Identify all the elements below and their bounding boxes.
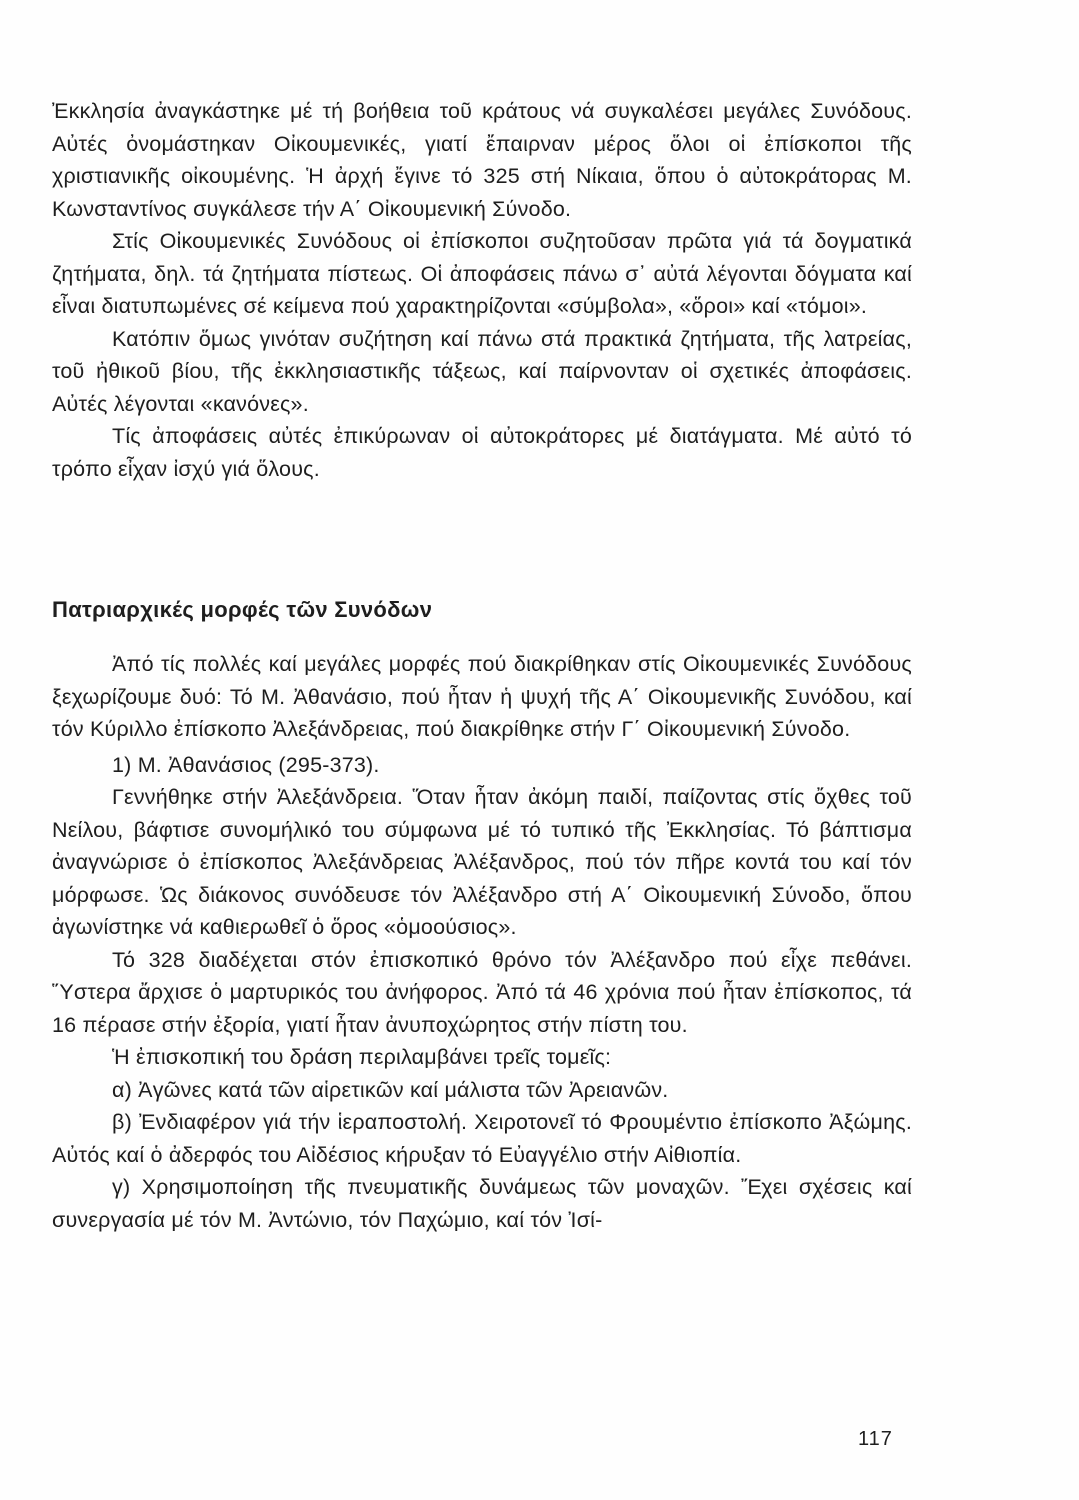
paragraph-3: Κατόπιν ὅμως γινόταν συζήτηση καί πάνω στά πρακτικά ζητήματα, τῆς λατρείας, τοῦ ἠθικοῦ βίου, τῆς ἐκκλησιαστικῆς τάξεως, καί παίρνονταν οἱ σχετικές ἀποφάσεις. Αὐτές λέγονται «κανόνες». (52, 326, 912, 416)
list-item-athanasios: 1) Μ. Ἀθανάσιος (295-373). (112, 752, 380, 777)
page-number: 117 (858, 1428, 893, 1450)
paragraph-5: Ἀπό τίς πολλές καί μεγάλες μορφές πού διακρίθηκαν στίς Οἰκουμενικές Συνόδους ξεχωρίζουμε δυό: Τό Μ. Ἀθανάσιο, πού ἦταν ἡ ψυχή τῆς Α΄ Οἰκουμενικῆς Συνόδου, καί τόν Κύριλλο ἐπίσκοπο Ἀλεξάνδρειας, πού διακρίθηκε στήν Γ΄ Οἰκουμενική Σύνοδο. (52, 652, 912, 741)
list-item-b: β) Ἐνδιαφέρον γιά τήν ἱεραποστολή. Χειροτονεῖ τό Φρουμέντιο ἐπίσκοπο Ἀξώμης. Αὐτός καί ὁ ἀδερφός του Αἰδέσιος κήρυξαν τό Εὐαγγέλιο στήν Αἰθιοπία. (52, 1110, 912, 1167)
paragraph-1: Ἐκκλησία ἀναγκάστηκε μέ τή βοήθεια τοῦ κράτους νά συγκαλέσει μεγάλες Συνόδους. Αὐτές ὀνομάστηκαν Οἰκουμενικές, γιατί ἔπαιρναν μέρος ὅλοι οἱ ἐπίσκοποι τῆς χριστιανικῆς οἰκουμένης. Ἡ ἀρχή ἔγινε τό 325 στή Νίκαια, ὅπου ὁ αὐτοκράτορας Μ. Κωνσταντίνος συγκάλεσε τήν Α΄ Οἰκουμενική Σύνοδο. (52, 99, 912, 221)
paragraph-2: Στίς Οἰκουμενικές Συνόδους οἱ ἐπίσκοποι συζητοῦσαν πρῶτα γιά τά δογματικά ζητήματα, δηλ. τά ζητήματα πίστεως. Οἱ ἀποφάσεις πάνω σ᾽ αὐτά λέγονται δόγματα καί εἶναι διατυπωμένες σέ κείμενα πού χαρακτηρίζονται «σύμβολα», «ὅροι» καί «τόμοι». (52, 229, 912, 318)
paragraph-6: Γεννήθηκε στήν Ἀλεξάνδρεια. Ὅταν ἦταν ἀκόμη παιδί, παίζοντας στίς ὄχθες τοῦ Νείλου, βάφτισε συνομήλικό του σύμφωνα μέ τό τυπικό τῆς Ἐκκλησίας. Τό βάπτισμα ἀναγνώρισε ὁ ἐπίσκοπος Ἀλεξάνδρειας Ἀλέξανδρος, πού τόν πῆρε κοντά του καί τόν μόρφωσε. Ὡς διάκονος συνόδευσε τόν Ἀλέξανδρο στή Α΄ Οἰκουμενική Σύνοδο, ὅπου ἀγωνίστηκε νά καθιερωθεῖ ὁ ὅρος «ὁμοούσιος». (52, 785, 912, 939)
text-block-top (52, 95, 912, 485)
list-item-a: α) Ἀγῶνες κατά τῶν αἱρετικῶν καί μάλιστα τῶν Ἀρειανῶν. (112, 1077, 669, 1102)
paragraph-8: Ἡ ἐπισκοπική του δράση περιλαμβάνει τρεῖς τομεῖς: (112, 1045, 612, 1069)
text-block-bottom (52, 648, 912, 1236)
paragraph-7: Τό 328 διαδέχεται στόν ἐπισκοπικό θρόνο τόν Ἀλέξανδρο πού εἶχε πεθάνει. Ὕστερα ἄρχισε ὁ μαρτυρικός του ἀνήφορος. Ἀπό τά 46 χρόνια πού ἦταν ἐπίσκοπος, τά 16 πέρασε στήν ἐξορία, γιατί ἦταν ἀνυποχώρητος στήν πίστη του. (52, 947, 912, 1037)
paragraph-4: Τίς ἀποφάσεις αὐτές ἐπικύρωναν οἱ αὐτοκράτορες μέ διατάγματα. Μέ αὐτό τό τρόπο εἶχαν ἰσχύ γιά ὅλους. (52, 424, 912, 481)
list-item-c: γ) Χρησιμοποίηση τῆς πνευματικῆς δυνάμεως τῶν μοναχῶν. Ἔχει σχέσεις καί συνεργασία μέ τόν Μ. Ἀντώνιο, τόν Παχώμιο, καί τόν Ἰσί- (52, 1175, 912, 1232)
section-heading: Πατριαρχικές μορφές τῶν Συνόδων (52, 597, 433, 622)
